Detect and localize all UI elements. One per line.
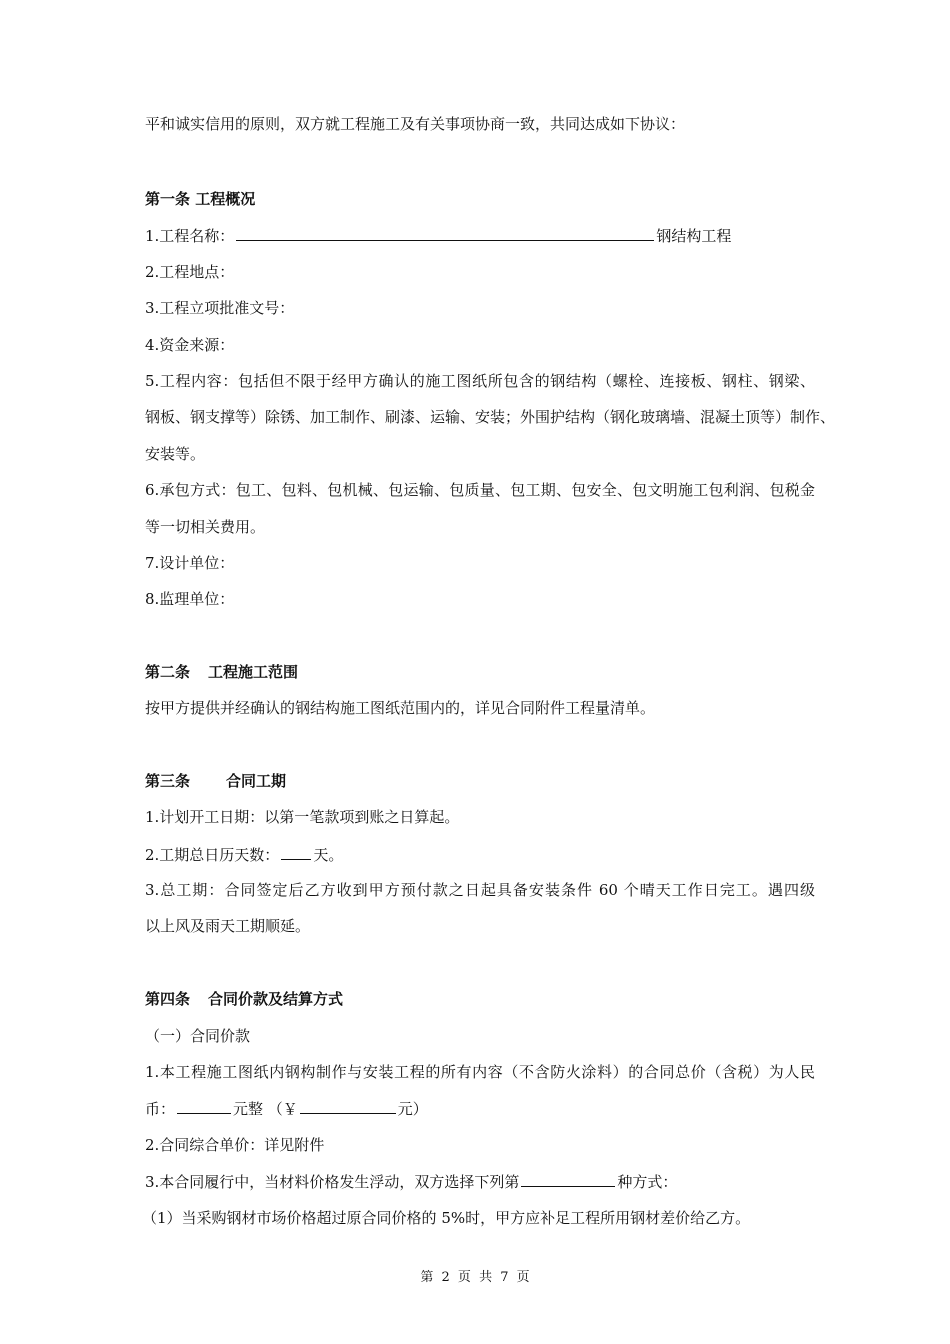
article-4-title: 合同价款及结算方式	[208, 990, 344, 1008]
total-days-suffix: 天。	[313, 846, 344, 864]
article-2-title: 工程施工范围	[208, 663, 299, 681]
article-3-number: 第三条	[145, 772, 191, 790]
project-content-line-2: 钢板、钢支撑等）除锈、加工制作、刷漆、运输、安装；外围护结构（钢化玻璃墙、混凝土顶等）制作、	[145, 408, 836, 426]
currency-label: 币：	[145, 1100, 176, 1118]
article-2-number: 第二条	[145, 663, 191, 681]
price-option-1: （1）当采购钢材市场价格超过原合同价格的 5%时，甲方应补足工程所用钢材差价给乙方。	[142, 1209, 751, 1227]
price-adjustment-label: 3.本合同履行中，当材料价格发生浮动，双方选择下列第	[145, 1173, 520, 1191]
contract-price-subheading: （一）合同价款	[145, 1027, 251, 1045]
total-days-blank	[281, 844, 311, 860]
project-name-line	[145, 225, 815, 246]
amount-unit: 元整 （￥	[233, 1100, 298, 1118]
article-3-title: 合同工期	[226, 772, 287, 790]
article-3-heading	[145, 771, 815, 791]
project-location-line: 2.工程地点：	[145, 263, 235, 281]
contract-mode-line-1: 6.承包方式：包工、包料、包机械、包运输、包质量、包工期、包安全、包文明施工包利润、包税金	[145, 481, 815, 499]
project-name-blank	[236, 225, 654, 241]
amount-words-blank	[177, 1098, 231, 1114]
article-2-body: 按甲方提供并经确认的钢结构施工图纸范围内的，详见合同附件工程量清单。	[145, 699, 656, 717]
total-pages-number: 7	[500, 1270, 509, 1285]
contract-price-line-2	[145, 1098, 815, 1119]
project-name-suffix: 钢结构工程	[656, 227, 732, 245]
footer-label-1: 第	[420, 1270, 434, 1285]
project-content-line-1: 5.工程内容：包括但不限于经甲方确认的施工图纸所包含的钢结构（螺栓、连接板、钢柱、钢梁、	[145, 372, 815, 390]
article-4-heading	[145, 989, 815, 1009]
unit-price-line: 2.合同综合单价：详见附件	[145, 1136, 325, 1154]
total-period-line-2: 以上风及雨天工期顺延。	[145, 917, 311, 935]
contract-price-line-1: 1.本工程施工图纸内钢构制作与安装工程的所有内容（不含防火涂料）的合同总价（含税）为人民	[145, 1063, 815, 1081]
footer-label-2: 页	[457, 1270, 471, 1285]
amount-close: 元）	[397, 1100, 428, 1118]
design-unit-line: 7.设计单位：	[145, 554, 235, 572]
intro-paragraph: 平和诚实信用的原则，双方就工程施工及有关事项协商一致，共同达成如下协议：	[145, 115, 686, 133]
footer-label-4: 页	[516, 1270, 530, 1285]
article-4-number: 第四条	[145, 990, 191, 1008]
amount-figures-blank	[300, 1098, 396, 1114]
total-days-line	[145, 844, 815, 865]
price-adjustment-line	[145, 1171, 815, 1192]
article-2-heading	[145, 662, 815, 682]
current-page-number: 2	[441, 1270, 450, 1285]
supervision-unit-line: 8.监理单位：	[145, 590, 235, 608]
project-approval-line: 3.工程立项批准文号：	[145, 299, 295, 317]
contract-mode-line-2: 等一切相关费用。	[145, 518, 266, 536]
footer-label-3: 共	[479, 1270, 493, 1285]
project-name-label: 1.工程名称：	[145, 227, 235, 245]
start-date-line: 1.计划开工日期：以第一笔款项到账之日算起。	[145, 808, 460, 826]
funding-source-line: 4.资金来源：	[145, 336, 235, 354]
project-content-line-3: 安装等。	[145, 445, 206, 463]
total-period-line-1: 3.总工期：合同签定后乙方收到甲方预付款之日起具备安装条件 60 个晴天工作日完工。遇四级	[145, 881, 815, 899]
page-footer	[0, 1269, 950, 1287]
price-adjustment-suffix: 种方式：	[617, 1173, 678, 1191]
total-days-label: 2.工期总日历天数：	[145, 846, 280, 864]
article-1-heading: 第一条 工程概况	[145, 190, 256, 208]
option-blank	[521, 1171, 615, 1187]
